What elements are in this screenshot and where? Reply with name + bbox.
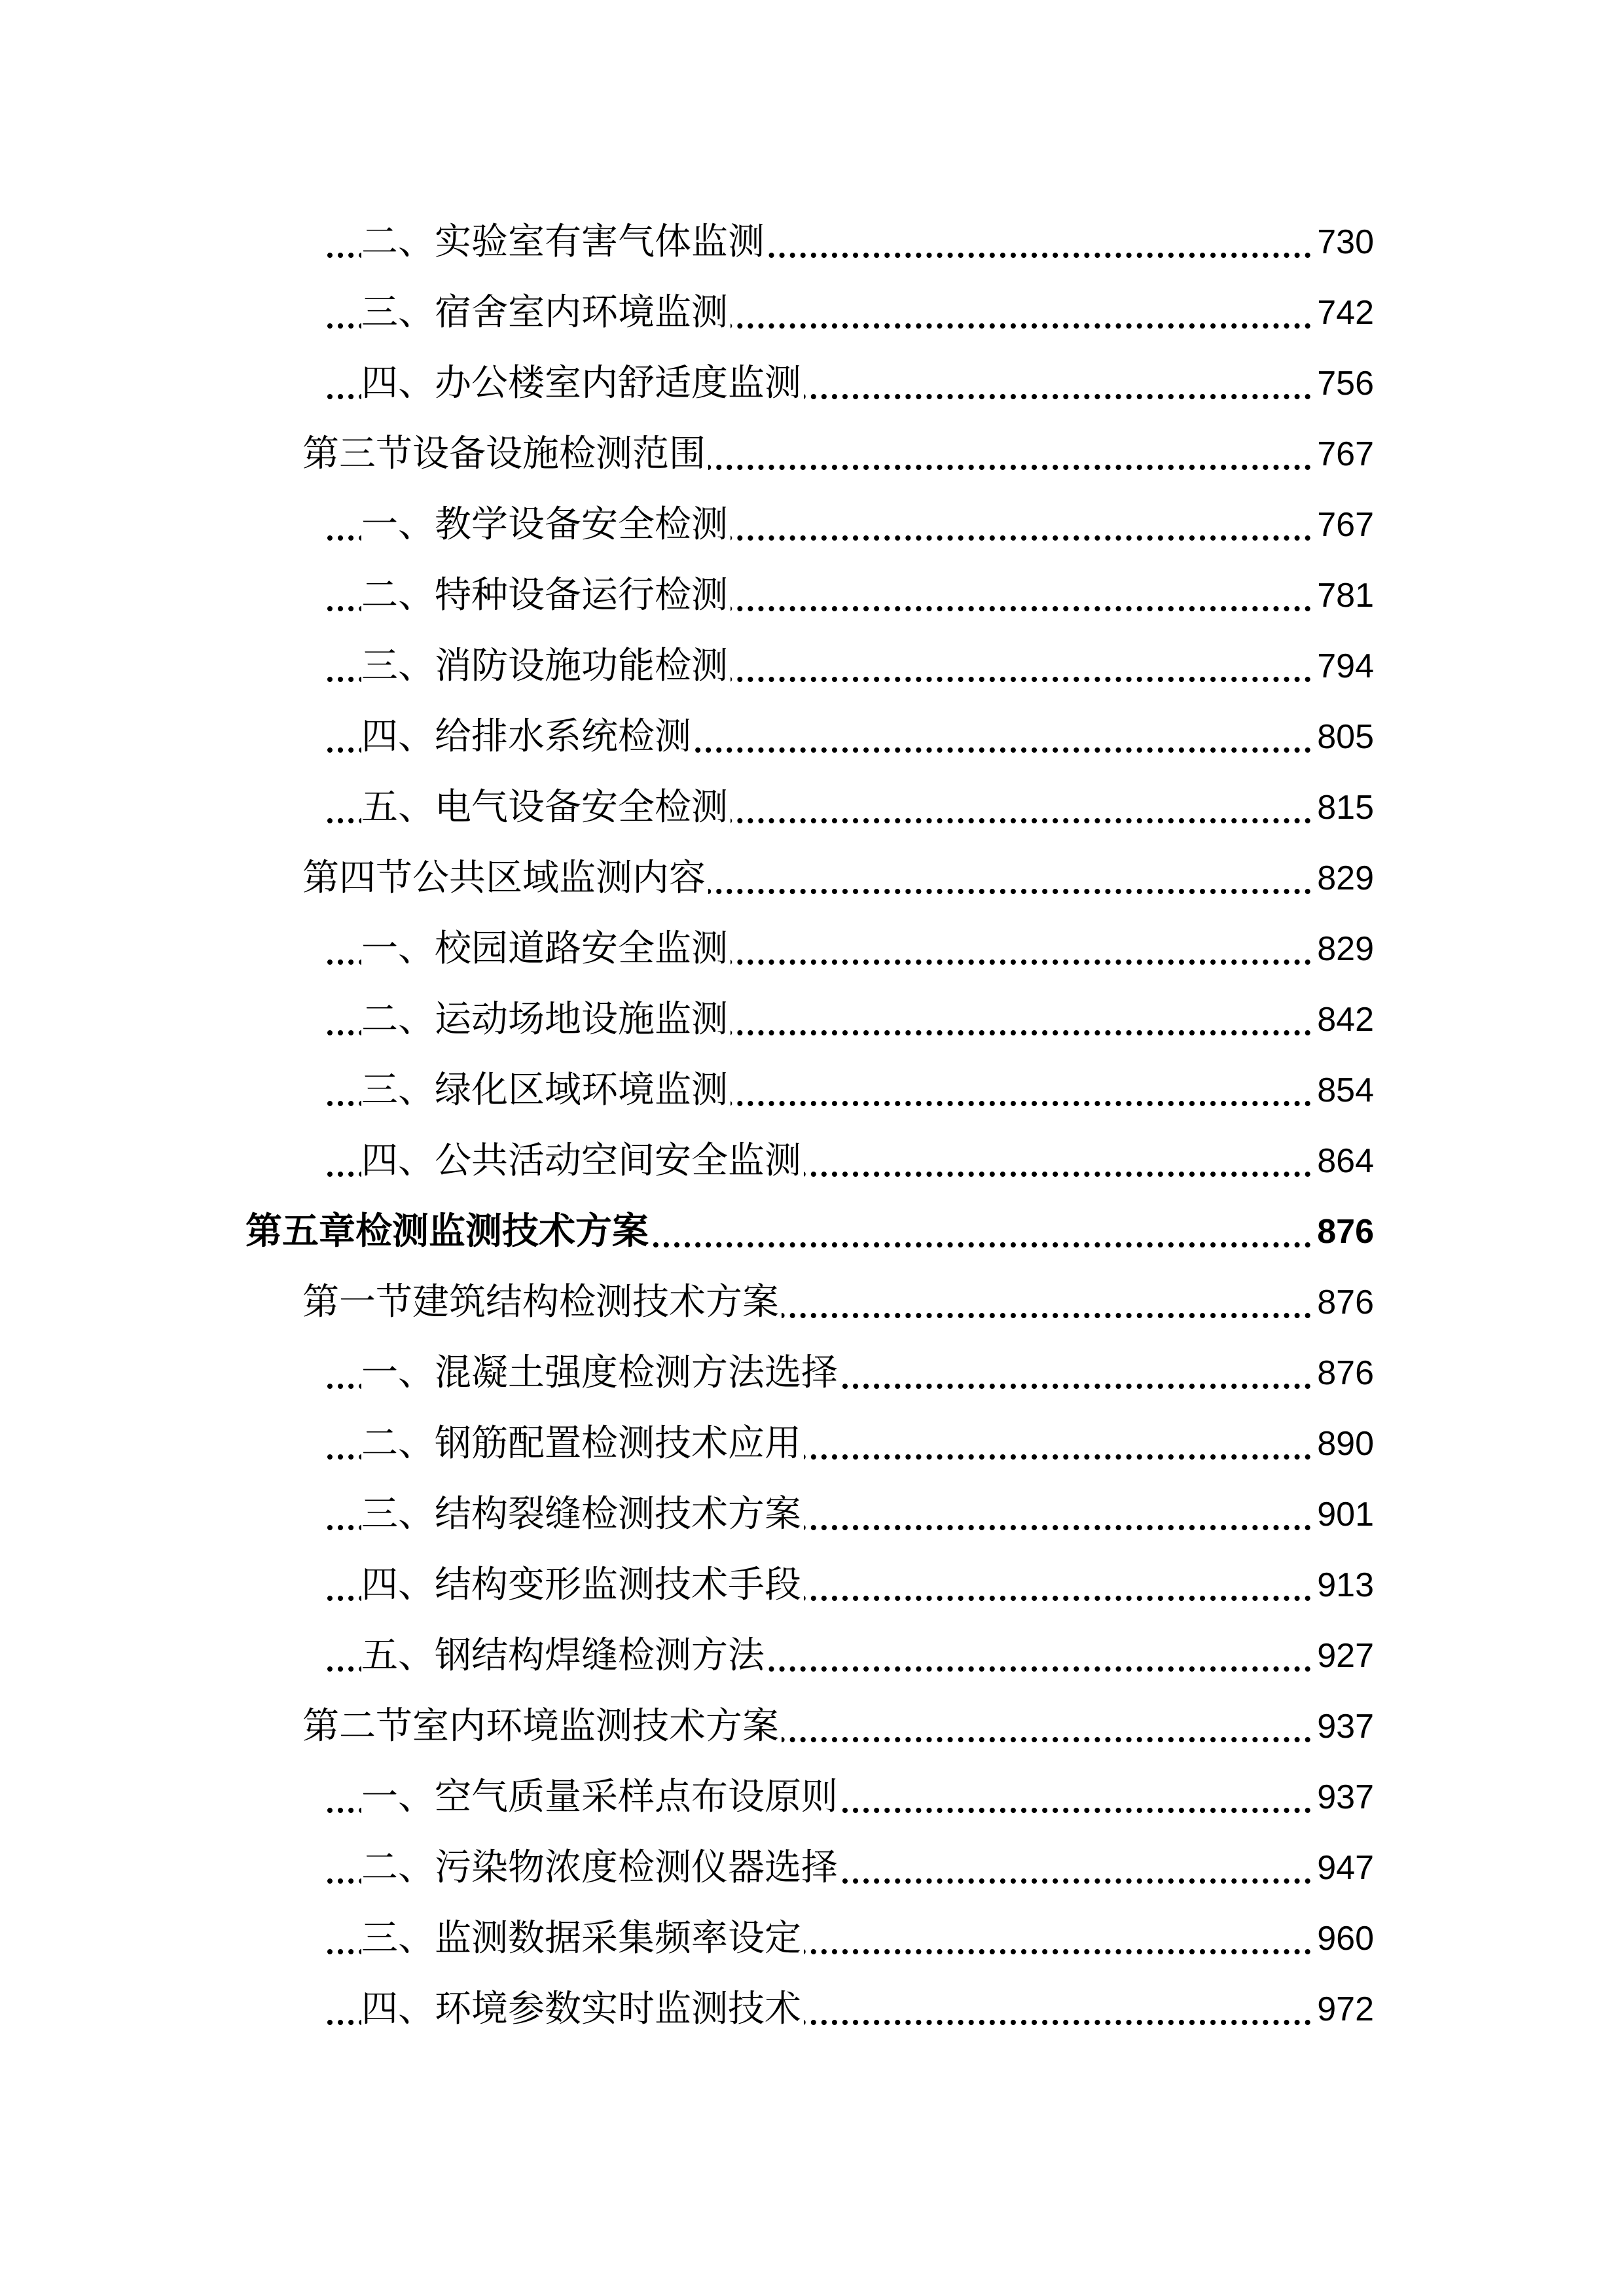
toc-entry[interactable] (0, 1762, 1624, 1833)
toc-entry[interactable] (0, 1691, 1624, 1762)
entry-title: 第四节公共区域监测内容 (302, 843, 708, 914)
entry-page-number: 913 (1312, 1550, 1374, 1621)
entry-title: 四、环境参数实时监测技术 (361, 1974, 804, 2045)
entry-title: 四、公共活动空间安全监测 (361, 1126, 804, 1196)
entry-title: 第二节室内环境监测技术方案 (302, 1691, 782, 1762)
toc-entry[interactable] (0, 1338, 1624, 1408)
toc-entry[interactable] (0, 1833, 1624, 1903)
toc-entry[interactable] (0, 207, 1624, 278)
toc-entry[interactable] (0, 1550, 1624, 1621)
entry-page-number: 901 (1312, 1479, 1374, 1550)
entry-title: 四、结构变形监测技术手段 (361, 1550, 804, 1621)
entry-title: 五、电气设备安全检测 (361, 772, 731, 843)
toc-entry[interactable] (0, 560, 1624, 631)
entry-title: 三、结构裂缝检测技术方案 (361, 1479, 804, 1550)
entry-title: 一、校园道路安全监测 (361, 914, 731, 984)
entry-title: 三、绿化区域环境监测 (361, 1055, 731, 1126)
entry-page-number: 767 (1312, 490, 1374, 560)
entry-title: 五、钢结构焊缝检测方法 (361, 1621, 767, 1691)
entry-page-number: 781 (1312, 560, 1374, 631)
toc-entry[interactable] (0, 914, 1624, 984)
entry-page-number: 972 (1312, 1974, 1374, 2045)
toc-entry[interactable] (0, 1903, 1624, 1974)
entry-page-number: 854 (1312, 1055, 1374, 1126)
entry-title: 二、污染物浓度检测仪器选择 (361, 1833, 840, 1903)
toc-entry[interactable] (0, 419, 1624, 490)
toc-entry[interactable] (0, 1126, 1624, 1196)
entry-title: 二、运动场地设施监测 (361, 984, 731, 1055)
entry-title: 二、特种设备运行检测 (361, 560, 731, 631)
entry-title: 三、宿舍室内环境监测 (361, 278, 731, 348)
toc-entry[interactable] (0, 843, 1624, 914)
entry-title: 二、钢筋配置检测技术应用 (361, 1408, 804, 1479)
toc-entry[interactable] (0, 348, 1624, 419)
entry-page-number: 876 (1312, 1267, 1374, 1338)
entry-title: 一、教学设备安全检测 (361, 490, 731, 560)
entry-title: 四、给排水系统检测 (361, 702, 694, 772)
toc-entry[interactable] (0, 1621, 1624, 1691)
entry-page-number: 794 (1312, 631, 1374, 702)
entry-page-number: 805 (1312, 702, 1374, 772)
entry-page-number: 960 (1312, 1903, 1374, 1974)
entry-title: 四、办公楼室内舒适度监测 (361, 348, 804, 419)
entry-page-number: 947 (1312, 1833, 1374, 1903)
entry-page-number: 890 (1312, 1408, 1374, 1479)
entry-page-number: 927 (1312, 1621, 1374, 1691)
toc-entry[interactable] (0, 772, 1624, 843)
toc-entry[interactable] (0, 984, 1624, 1055)
entry-page-number: 756 (1312, 348, 1374, 419)
entry-page-number: 864 (1312, 1126, 1374, 1196)
entry-title: 二、实验室有害气体监测 (361, 207, 767, 278)
toc-entry[interactable] (0, 1479, 1624, 1550)
entry-page-number: 842 (1312, 984, 1374, 1055)
entry-page-number: 937 (1312, 1762, 1374, 1833)
entry-page-number: 742 (1312, 278, 1374, 348)
entry-title: 一、混凝土强度检测方法选择 (361, 1338, 840, 1408)
toc-entry[interactable] (0, 1055, 1624, 1126)
toc-entry[interactable] (0, 278, 1624, 348)
toc-entry[interactable] (0, 1267, 1624, 1338)
toc-entry[interactable] (0, 631, 1624, 702)
toc-entry-chapter[interactable] (0, 1196, 1624, 1267)
entry-page-number: 829 (1312, 843, 1374, 914)
entry-page-number: 815 (1312, 772, 1374, 843)
entry-title: 三、监测数据采集频率设定 (361, 1903, 804, 1974)
entry-page-number: 730 (1312, 207, 1374, 278)
entry-page-number: 937 (1312, 1691, 1374, 1762)
entry-title: 第三节设备设施检测范围 (302, 419, 708, 490)
entry-page-number: 767 (1312, 419, 1374, 490)
entry-title: 三、消防设施功能检测 (361, 631, 731, 702)
toc-entry[interactable] (0, 1974, 1624, 2045)
entry-page-number: 876 (1312, 1196, 1374, 1267)
toc-entry[interactable] (0, 1408, 1624, 1479)
toc-entry[interactable] (0, 490, 1624, 560)
entry-title: 第一节建筑结构检测技术方案 (302, 1267, 782, 1338)
toc-entry[interactable] (0, 702, 1624, 772)
entry-page-number: 829 (1312, 914, 1374, 984)
entry-title: 第五章检测监测技术方案 (245, 1196, 651, 1267)
entry-page-number: 876 (1312, 1338, 1374, 1408)
entry-title: 一、空气质量采样点布设原则 (361, 1762, 840, 1833)
